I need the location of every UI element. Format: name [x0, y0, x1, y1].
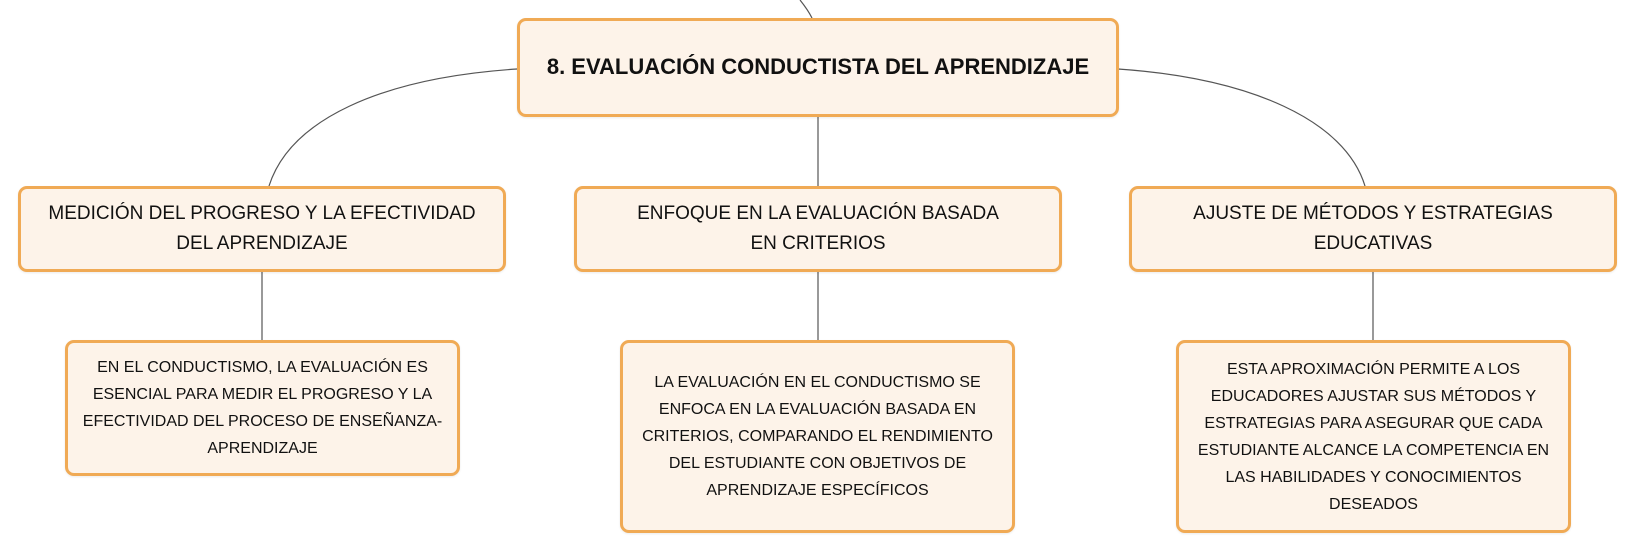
detail-node-enfoque[interactable] [620, 340, 1015, 533]
detail-node-medicion[interactable] [65, 340, 460, 476]
topic-node-enfoque[interactable] [574, 186, 1062, 272]
detail-node-label: ESTA APROXIMACIÓN PERMITE A LOS EDUCADORES AJUSTAR SUS MÉTODOS Y ESTRATEGIAS PARA ASEGURAR QUE CADA ESTUDIANTE ALCANCE LA COMPETENCIA EN LAS HABILIDADES Y CONOCIMIENTOS DESEADOS [1197, 360, 1550, 513]
connector-incoming [800, 0, 812, 18]
topic-node-label: ENFOQUE EN LA EVALUACIÓN BASADA EN CRITERIOS [637, 203, 999, 254]
detail-node-ajuste[interactable] [1176, 340, 1571, 533]
detail-node-label: EN EL CONDUCTISMO, LA EVALUACIÓN ES ESENCIAL PARA MEDIR EL PROGRESO Y LA EFECTIVIDAD DEL PROCESO DE ENSEÑANZA-APRENDIZAJE [82, 359, 443, 457]
topic-node-ajuste[interactable] [1129, 186, 1617, 272]
root-node-label: 8. EVALUACIÓN CONDUCTISTA DEL APRENDIZAJE [546, 54, 1090, 80]
topic-node-label: AJUSTE DE MÉTODOS Y ESTRATEGIAS EDUCATIVAS [1193, 203, 1553, 254]
topic-node-label: MEDICIÓN DEL PROGRESO Y LA EFECTIVIDAD DEL APRENDIZAJE [48, 203, 476, 254]
root-node[interactable] [517, 18, 1119, 117]
topic-node-medicion[interactable] [18, 186, 506, 272]
detail-node-label: LA EVALUACIÓN EN EL CONDUCTISMO SE ENFOCA EN LA EVALUACIÓN BASADA EN CRITERIOS, COMPARANDO EL RENDIMIENTO DEL ESTUDIANTE CON OBJETIVOS DE APRENDIZAJE ESPECÍFICOS [642, 374, 993, 499]
connector-root-to-topic-1 [269, 69, 517, 186]
connector-root-to-topic-3 [1118, 69, 1365, 186]
